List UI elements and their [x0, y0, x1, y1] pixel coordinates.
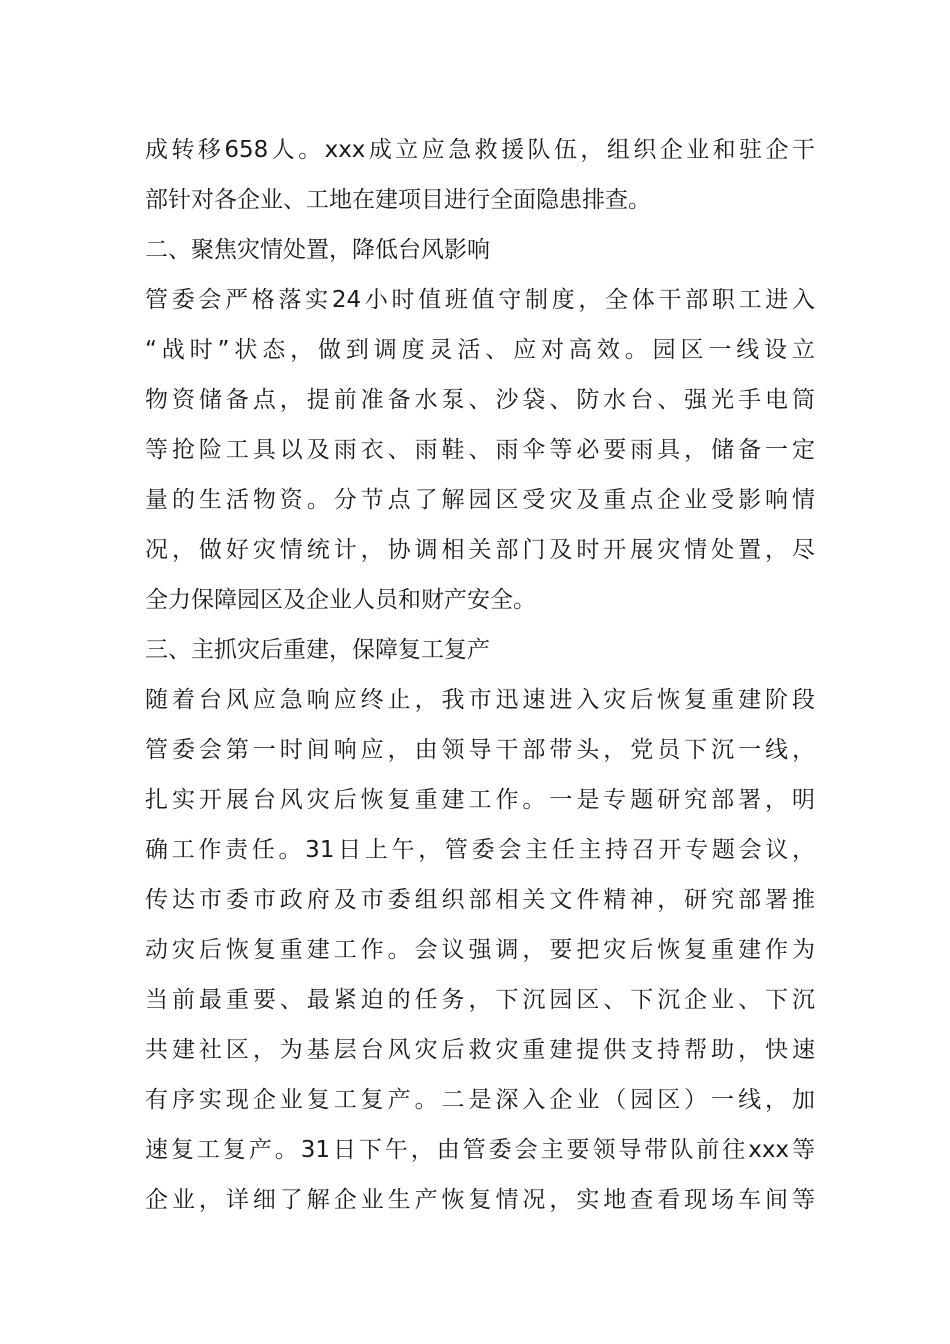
paragraph-line: 有序实现企业复工复产。二是深入企业（园区）一线，加	[145, 1087, 815, 1113]
paragraph-line: 传达市委市政府及市委组织部相关文件精神，研究部署推	[145, 887, 815, 913]
paragraph-line: 速复工复产。31日下午，由管委会主要领导带队前往xxx等	[145, 1137, 815, 1163]
paragraph-line: 况，做好灾情统计，协调相关部门及时开展灾情处置，尽	[145, 537, 815, 563]
paragraph-line: 动灾后恢复重建工作。会议强调，要把灾后恢复重建作为	[145, 937, 815, 963]
paragraph-line: 随着台风应急响应终止，我市迅速进入灾后恢复重建阶段	[145, 687, 815, 713]
paragraph-line: 部针对各企业、工地在建项目进行全面隐患排查。	[145, 187, 651, 213]
paragraph-line: 物资储备点，提前准备水泵、沙袋、防水台、强光手电筒	[145, 387, 815, 413]
section-heading: 二、聚焦灾情处置，降低台风影响	[145, 237, 490, 263]
section-heading: 三、主抓灾后重建，保障复工复产	[145, 637, 490, 663]
paragraph-line: 当前最重要、最紧迫的任务，下沉园区、下沉企业、下沉	[145, 987, 815, 1013]
paragraph-line: 管委会严格落实24小时值班值守制度，全体干部职工进入	[145, 287, 815, 313]
paragraph-line: 量的生活物资。分节点了解园区受灾及重点企业受影响情	[145, 487, 815, 513]
paragraph-line: 扎实开展台风灾后恢复重建工作。一是专题研究部署，明	[145, 787, 815, 813]
paragraph-line: 确工作责任。31日上午，管委会主任主持召开专题会议，	[145, 837, 815, 863]
paragraph-line: 成转移658人。xxx成立应急救援队伍，组织企业和驻企干	[145, 137, 815, 163]
paragraph-line: 等抢险工具以及雨衣、雨鞋、雨伞等必要雨具，储备一定	[145, 437, 815, 463]
paragraph-line: 全力保障园区及企业人员和财产安全。	[145, 587, 536, 613]
paragraph-line: 共建社区，为基层台风灾后救灾重建提供支持帮助，快速	[145, 1037, 815, 1063]
paragraph-line: “战时”状态，做到调度灵活、应对高效。园区一线设立	[145, 337, 815, 363]
paragraph-line: 企业，详细了解企业生产恢复情况，实地查看现场车间等	[145, 1187, 815, 1213]
paragraph-line: 管委会第一时间响应，由领导干部带头，党员下沉一线，	[145, 737, 815, 763]
